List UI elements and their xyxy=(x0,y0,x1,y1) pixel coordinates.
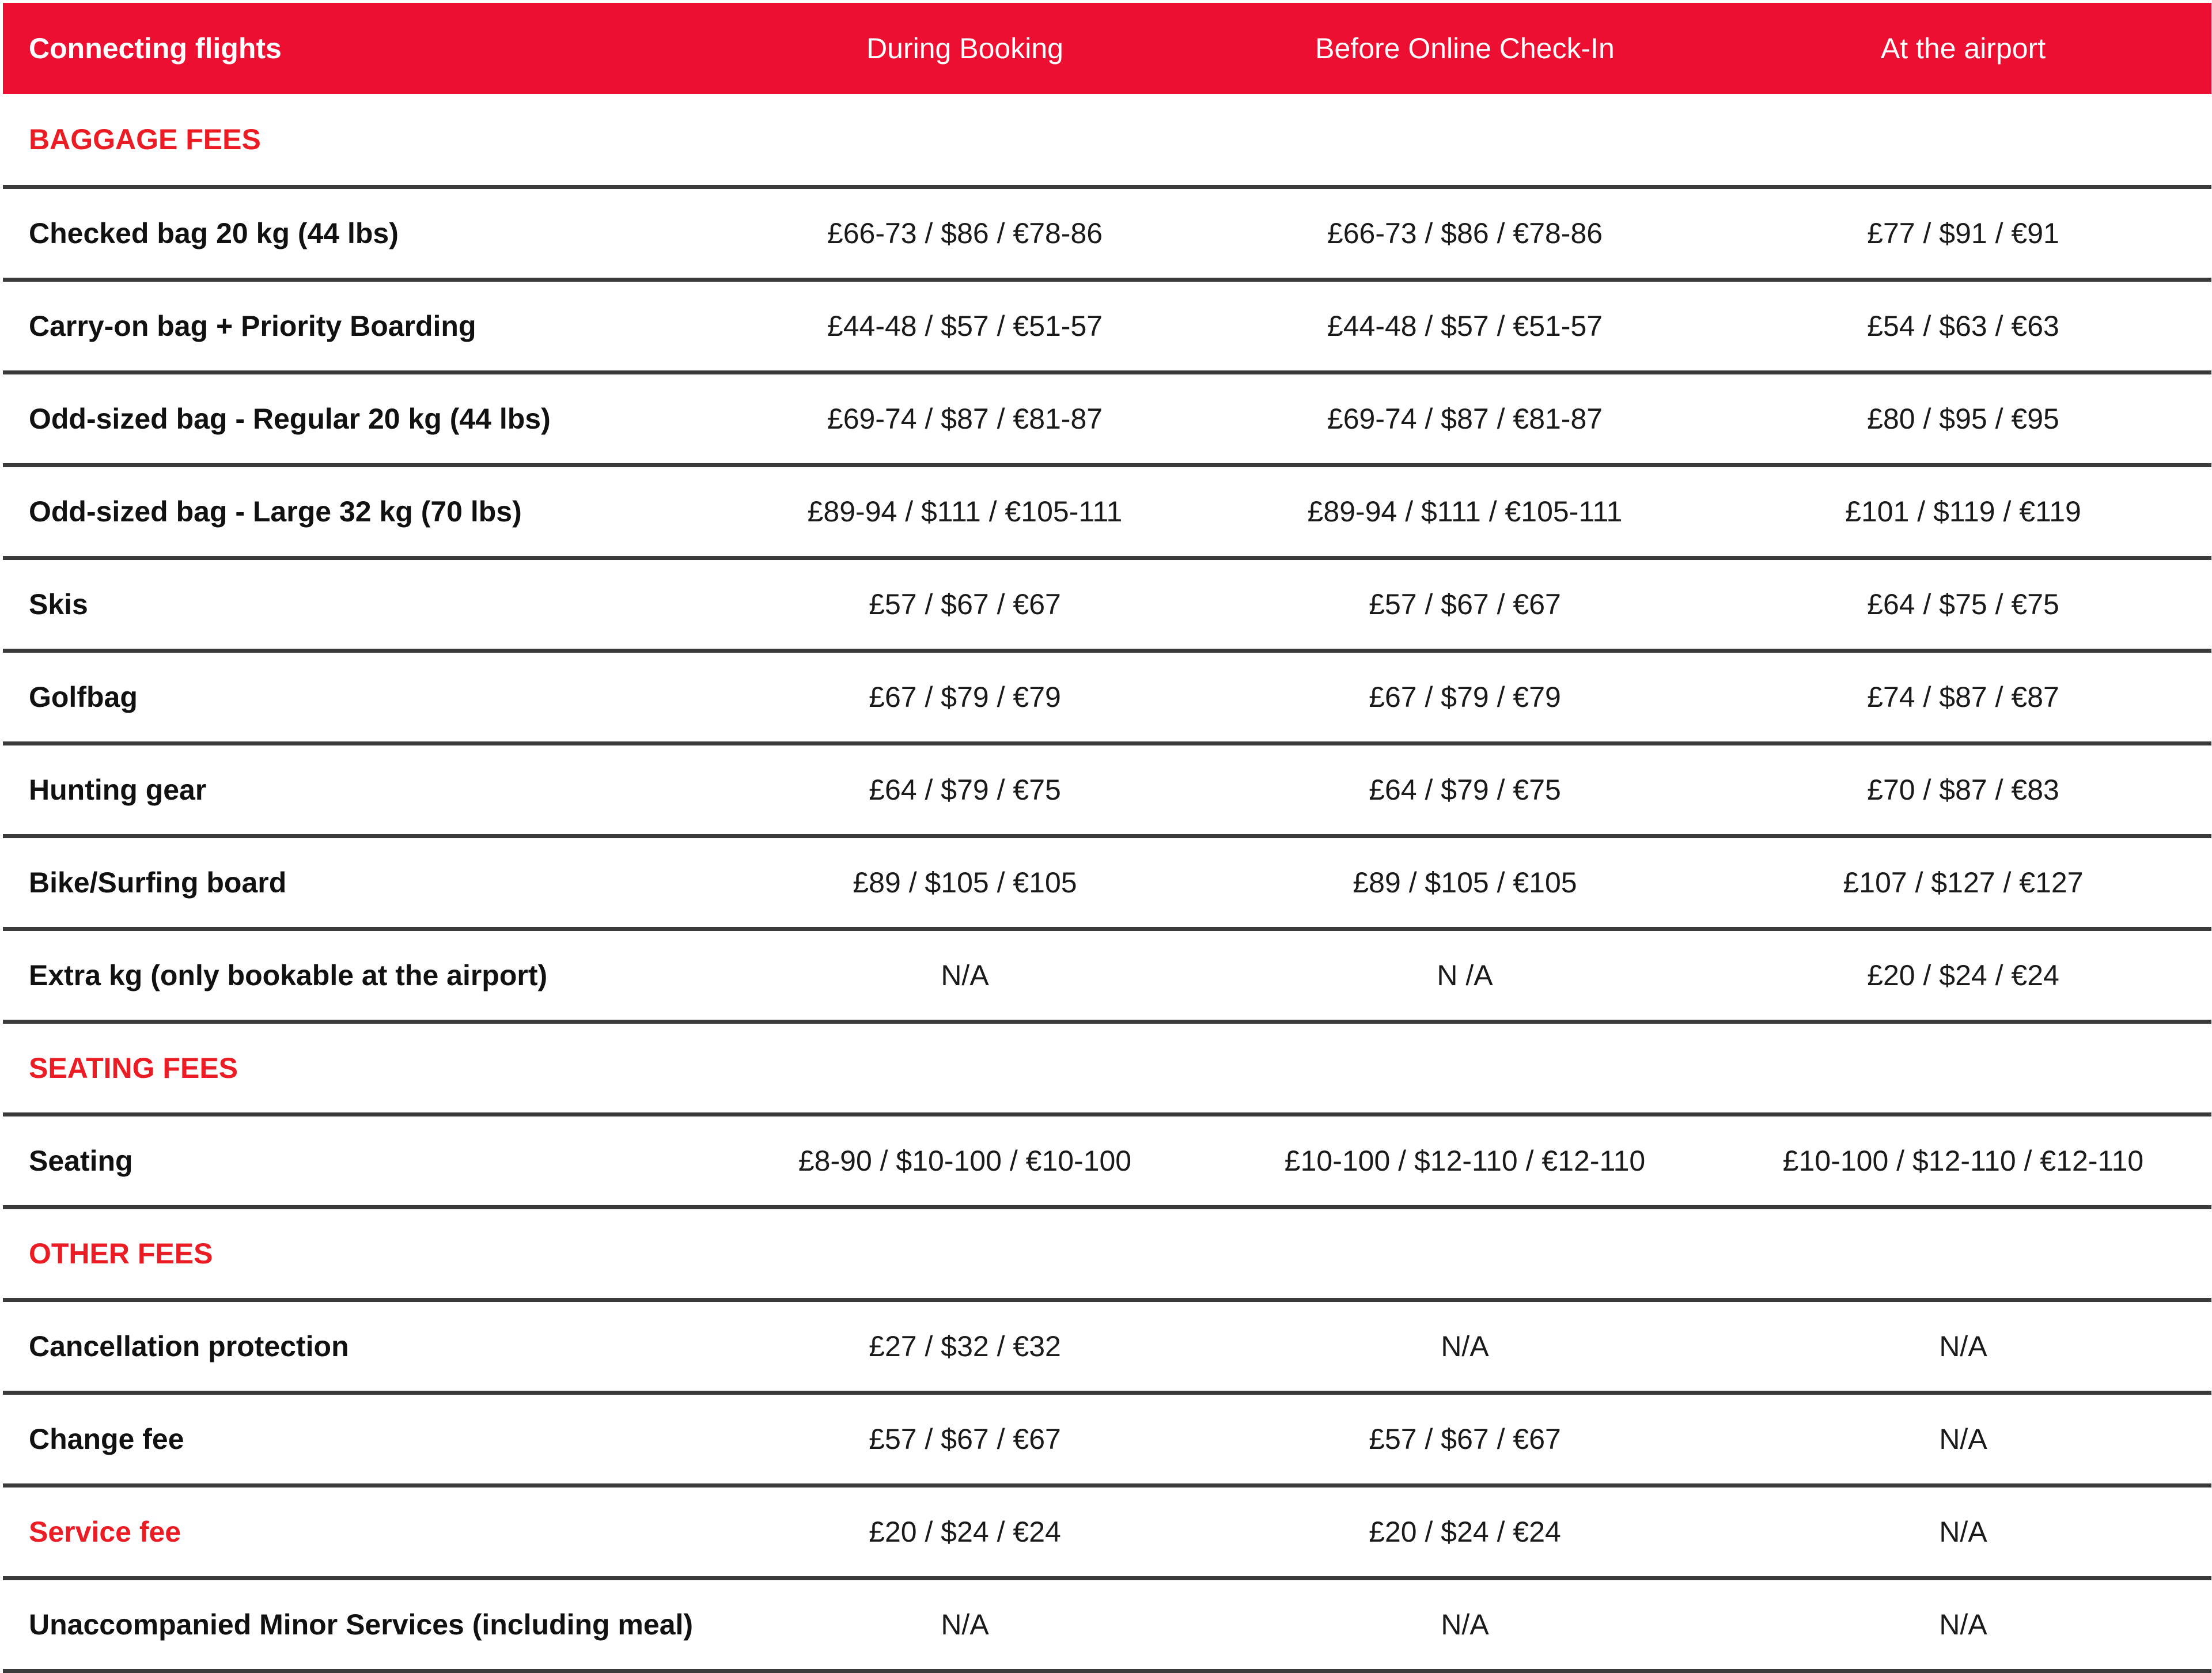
header-row xyxy=(3,3,2211,94)
fee-label: Extra kg (only bookable at the airport) xyxy=(3,929,715,1021)
price-before-checkin: £89 / $105 / €105 xyxy=(1215,836,1715,929)
price-during-booking: £20 / $24 / €24 xyxy=(715,1485,1215,1578)
price-before-checkin: £10-100 / $12-110 / €12-110 xyxy=(1215,1114,1715,1207)
price-before-checkin: N/A xyxy=(1215,1300,1715,1392)
fee-label: Cancellation protection xyxy=(3,1300,715,1392)
column-header-at-airport: At the airport xyxy=(1880,32,2046,65)
price-before-checkin: N /A xyxy=(1215,929,1715,1021)
table-row xyxy=(3,1578,2211,1671)
price-during-booking: N/A xyxy=(715,1578,1215,1671)
table-row xyxy=(3,1392,2211,1485)
price-during-booking: N/A xyxy=(715,929,1215,1021)
price-at-airport: £10-100 / $12-110 / €12-110 xyxy=(1715,1114,2211,1207)
fee-label: Odd-sized bag - Regular 20 kg (44 lbs) xyxy=(3,372,715,465)
price-before-checkin: £89-94 / $111 / €105-111 xyxy=(1215,465,1715,558)
fee-label: Seating xyxy=(3,1114,715,1207)
fee-label: Change fee xyxy=(3,1392,715,1485)
table-row xyxy=(3,836,2211,929)
price-during-booking: £27 / $32 / €32 xyxy=(715,1300,1215,1392)
price-during-booking: £66-73 / $86 / €78-86 xyxy=(715,187,1215,279)
section-title: SEATING FEES xyxy=(3,1021,2211,1114)
price-at-airport: £107 / $127 / €127 xyxy=(1715,836,2211,929)
price-before-checkin: N/A xyxy=(1215,1578,1715,1671)
fee-label: Bike/Surfing board xyxy=(3,836,715,929)
fee-label: Hunting gear xyxy=(3,743,715,836)
price-during-booking: £44-48 / $57 / €51-57 xyxy=(715,279,1215,372)
price-at-airport: £77 / $91 / €91 xyxy=(1715,187,2211,279)
price-at-airport: £64 / $75 / €75 xyxy=(1715,558,2211,650)
table-row xyxy=(3,187,2211,279)
fee-label: Service fee xyxy=(3,1485,715,1578)
price-before-checkin: £66-73 / $86 / €78-86 xyxy=(1215,187,1715,279)
fee-label: Golfbag xyxy=(3,650,715,743)
price-at-airport: £20 / $24 / €24 xyxy=(1715,929,2211,1021)
price-before-checkin: £57 / $67 / €67 xyxy=(1215,1392,1715,1485)
price-before-checkin: £69-74 / $87 / €81-87 xyxy=(1215,372,1715,465)
table-row xyxy=(3,558,2211,650)
fee-table xyxy=(3,3,2211,1673)
section-title: BAGGAGE FEES xyxy=(3,94,2211,187)
table-row xyxy=(3,1485,2211,1578)
price-at-airport: £70 / $87 / €83 xyxy=(1715,743,2211,836)
table-row xyxy=(3,465,2211,558)
table-row xyxy=(3,743,2211,836)
fee-label: Skis xyxy=(3,558,715,650)
section-title: OTHER FEES xyxy=(3,1207,2211,1300)
price-before-checkin: £64 / $79 / €75 xyxy=(1215,743,1715,836)
section-header-row xyxy=(3,94,2211,187)
table-row xyxy=(3,929,2211,1021)
fee-label: Carry-on bag + Priority Boarding xyxy=(3,279,715,372)
fee-label: Checked bag 20 kg (44 lbs) xyxy=(3,187,715,279)
section-header-row xyxy=(3,1207,2211,1300)
price-during-booking: £89 / $105 / €105 xyxy=(715,836,1215,929)
table-row xyxy=(3,1114,2211,1207)
column-header-during-booking: During Booking xyxy=(866,32,1063,65)
price-at-airport: N/A xyxy=(1715,1578,2211,1671)
price-before-checkin: £44-48 / $57 / €51-57 xyxy=(1215,279,1715,372)
fee-table-body xyxy=(3,94,2211,1671)
price-at-airport: £54 / $63 / €63 xyxy=(1715,279,2211,372)
table-row xyxy=(3,279,2211,372)
price-during-booking: £67 / $79 / €79 xyxy=(715,650,1215,743)
price-before-checkin: £20 / $24 / €24 xyxy=(1215,1485,1715,1578)
fee-label: Unaccompanied Minor Services (including meal) xyxy=(3,1578,715,1671)
table-title: Connecting flights xyxy=(29,32,282,65)
table-row xyxy=(3,1300,2211,1392)
price-at-airport: N/A xyxy=(1715,1392,2211,1485)
price-at-airport: N/A xyxy=(1715,1485,2211,1578)
table-row xyxy=(3,372,2211,465)
price-during-booking: £64 / $79 / €75 xyxy=(715,743,1215,836)
price-at-airport: £101 / $119 / €119 xyxy=(1715,465,2211,558)
table-row xyxy=(3,650,2211,743)
price-at-airport: £74 / $87 / €87 xyxy=(1715,650,2211,743)
price-at-airport: N/A xyxy=(1715,1300,2211,1392)
price-during-booking: £57 / $67 / €67 xyxy=(715,1392,1215,1485)
fee-label: Odd-sized bag - Large 32 kg (70 lbs) xyxy=(3,465,715,558)
price-at-airport: £80 / $95 / €95 xyxy=(1715,372,2211,465)
price-during-booking: £8-90 / $10-100 / €10-100 xyxy=(715,1114,1215,1207)
column-header-before-checkin: Before Online Check-In xyxy=(1315,32,1615,65)
price-before-checkin: £67 / $79 / €79 xyxy=(1215,650,1715,743)
section-header-row xyxy=(3,1021,2211,1114)
price-during-booking: £89-94 / $111 / €105-111 xyxy=(715,465,1215,558)
price-during-booking: £69-74 / $87 / €81-87 xyxy=(715,372,1215,465)
price-before-checkin: £57 / $67 / €67 xyxy=(1215,558,1715,650)
price-during-booking: £57 / $67 / €67 xyxy=(715,558,1215,650)
